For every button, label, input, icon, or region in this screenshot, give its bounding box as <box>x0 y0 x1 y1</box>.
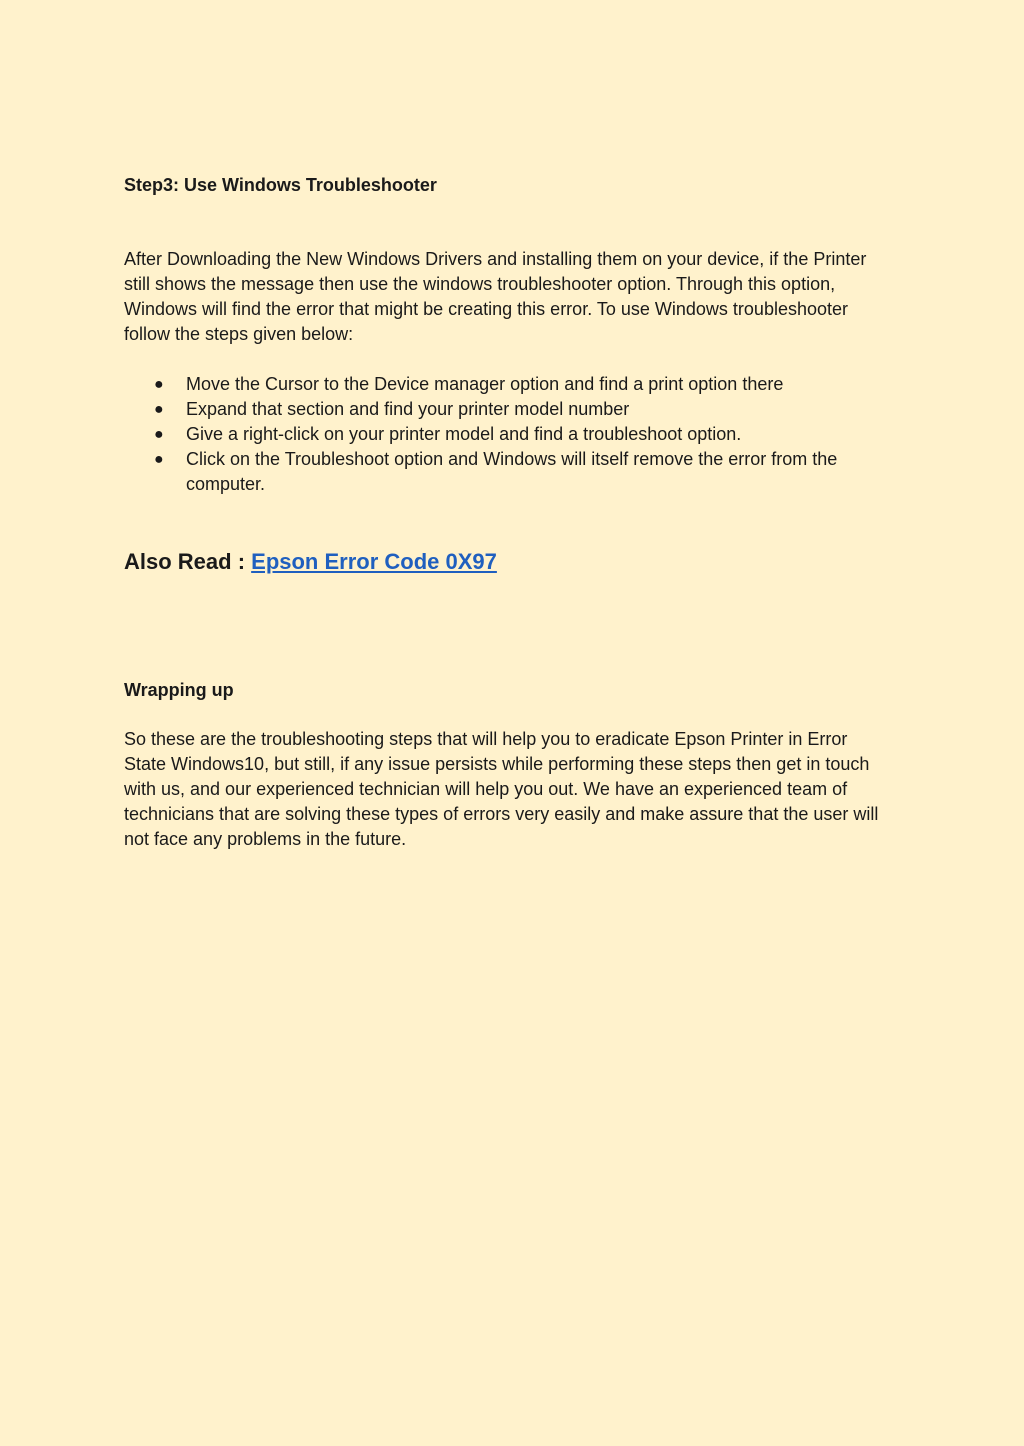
list-item <box>124 397 894 422</box>
list-item <box>124 447 894 497</box>
closing-paragraph: So these are the troubleshooting steps that will help you to eradicate Epson Printer in Error State Windows10, but still, if any issue persists while performing these steps then get in touch with us, and our experienced technician will help you out. We have an experienced team of technicians that are solving these types of errors very easily and make assure that the user will not face any problems in the future. <box>124 729 879 849</box>
bullet-icon: ● <box>154 376 164 393</box>
list-item <box>124 372 894 397</box>
list-item-text: Expand that section and find your printer model number <box>186 399 630 419</box>
bullet-icon: ● <box>154 401 164 418</box>
intro-paragraph: After Downloading the New Windows Drivers and installing them on your device, if the Printer still shows the message then use the windows troubleshooter option. Through this option, Windows will find the error that might be creating this error. To use Windows troubleshooter follow the steps given below: <box>124 249 867 344</box>
also-read-heading <box>124 547 497 577</box>
list-item <box>124 422 894 447</box>
epson-error-code-link[interactable]: Epson Error Code 0X97 <box>251 549 497 574</box>
list-item-text: Give a right-click on your printer model and find a troubleshoot option. <box>186 424 742 444</box>
list-item-text: Click on the Troubleshoot option and Windows will itself remove the error from the computer. <box>186 449 838 494</box>
bullet-icon: ● <box>154 426 164 443</box>
list-item-text: Move the Cursor to the Device manager option and find a print option there <box>186 374 784 394</box>
step-heading: Step3: Use Windows Troubleshooter <box>124 175 437 195</box>
troubleshoot-steps-list <box>124 372 894 497</box>
wrap-up-heading: Wrapping up <box>124 680 234 700</box>
bullet-icon: ● <box>154 451 164 468</box>
also-read-label: Also Read : <box>124 549 252 574</box>
